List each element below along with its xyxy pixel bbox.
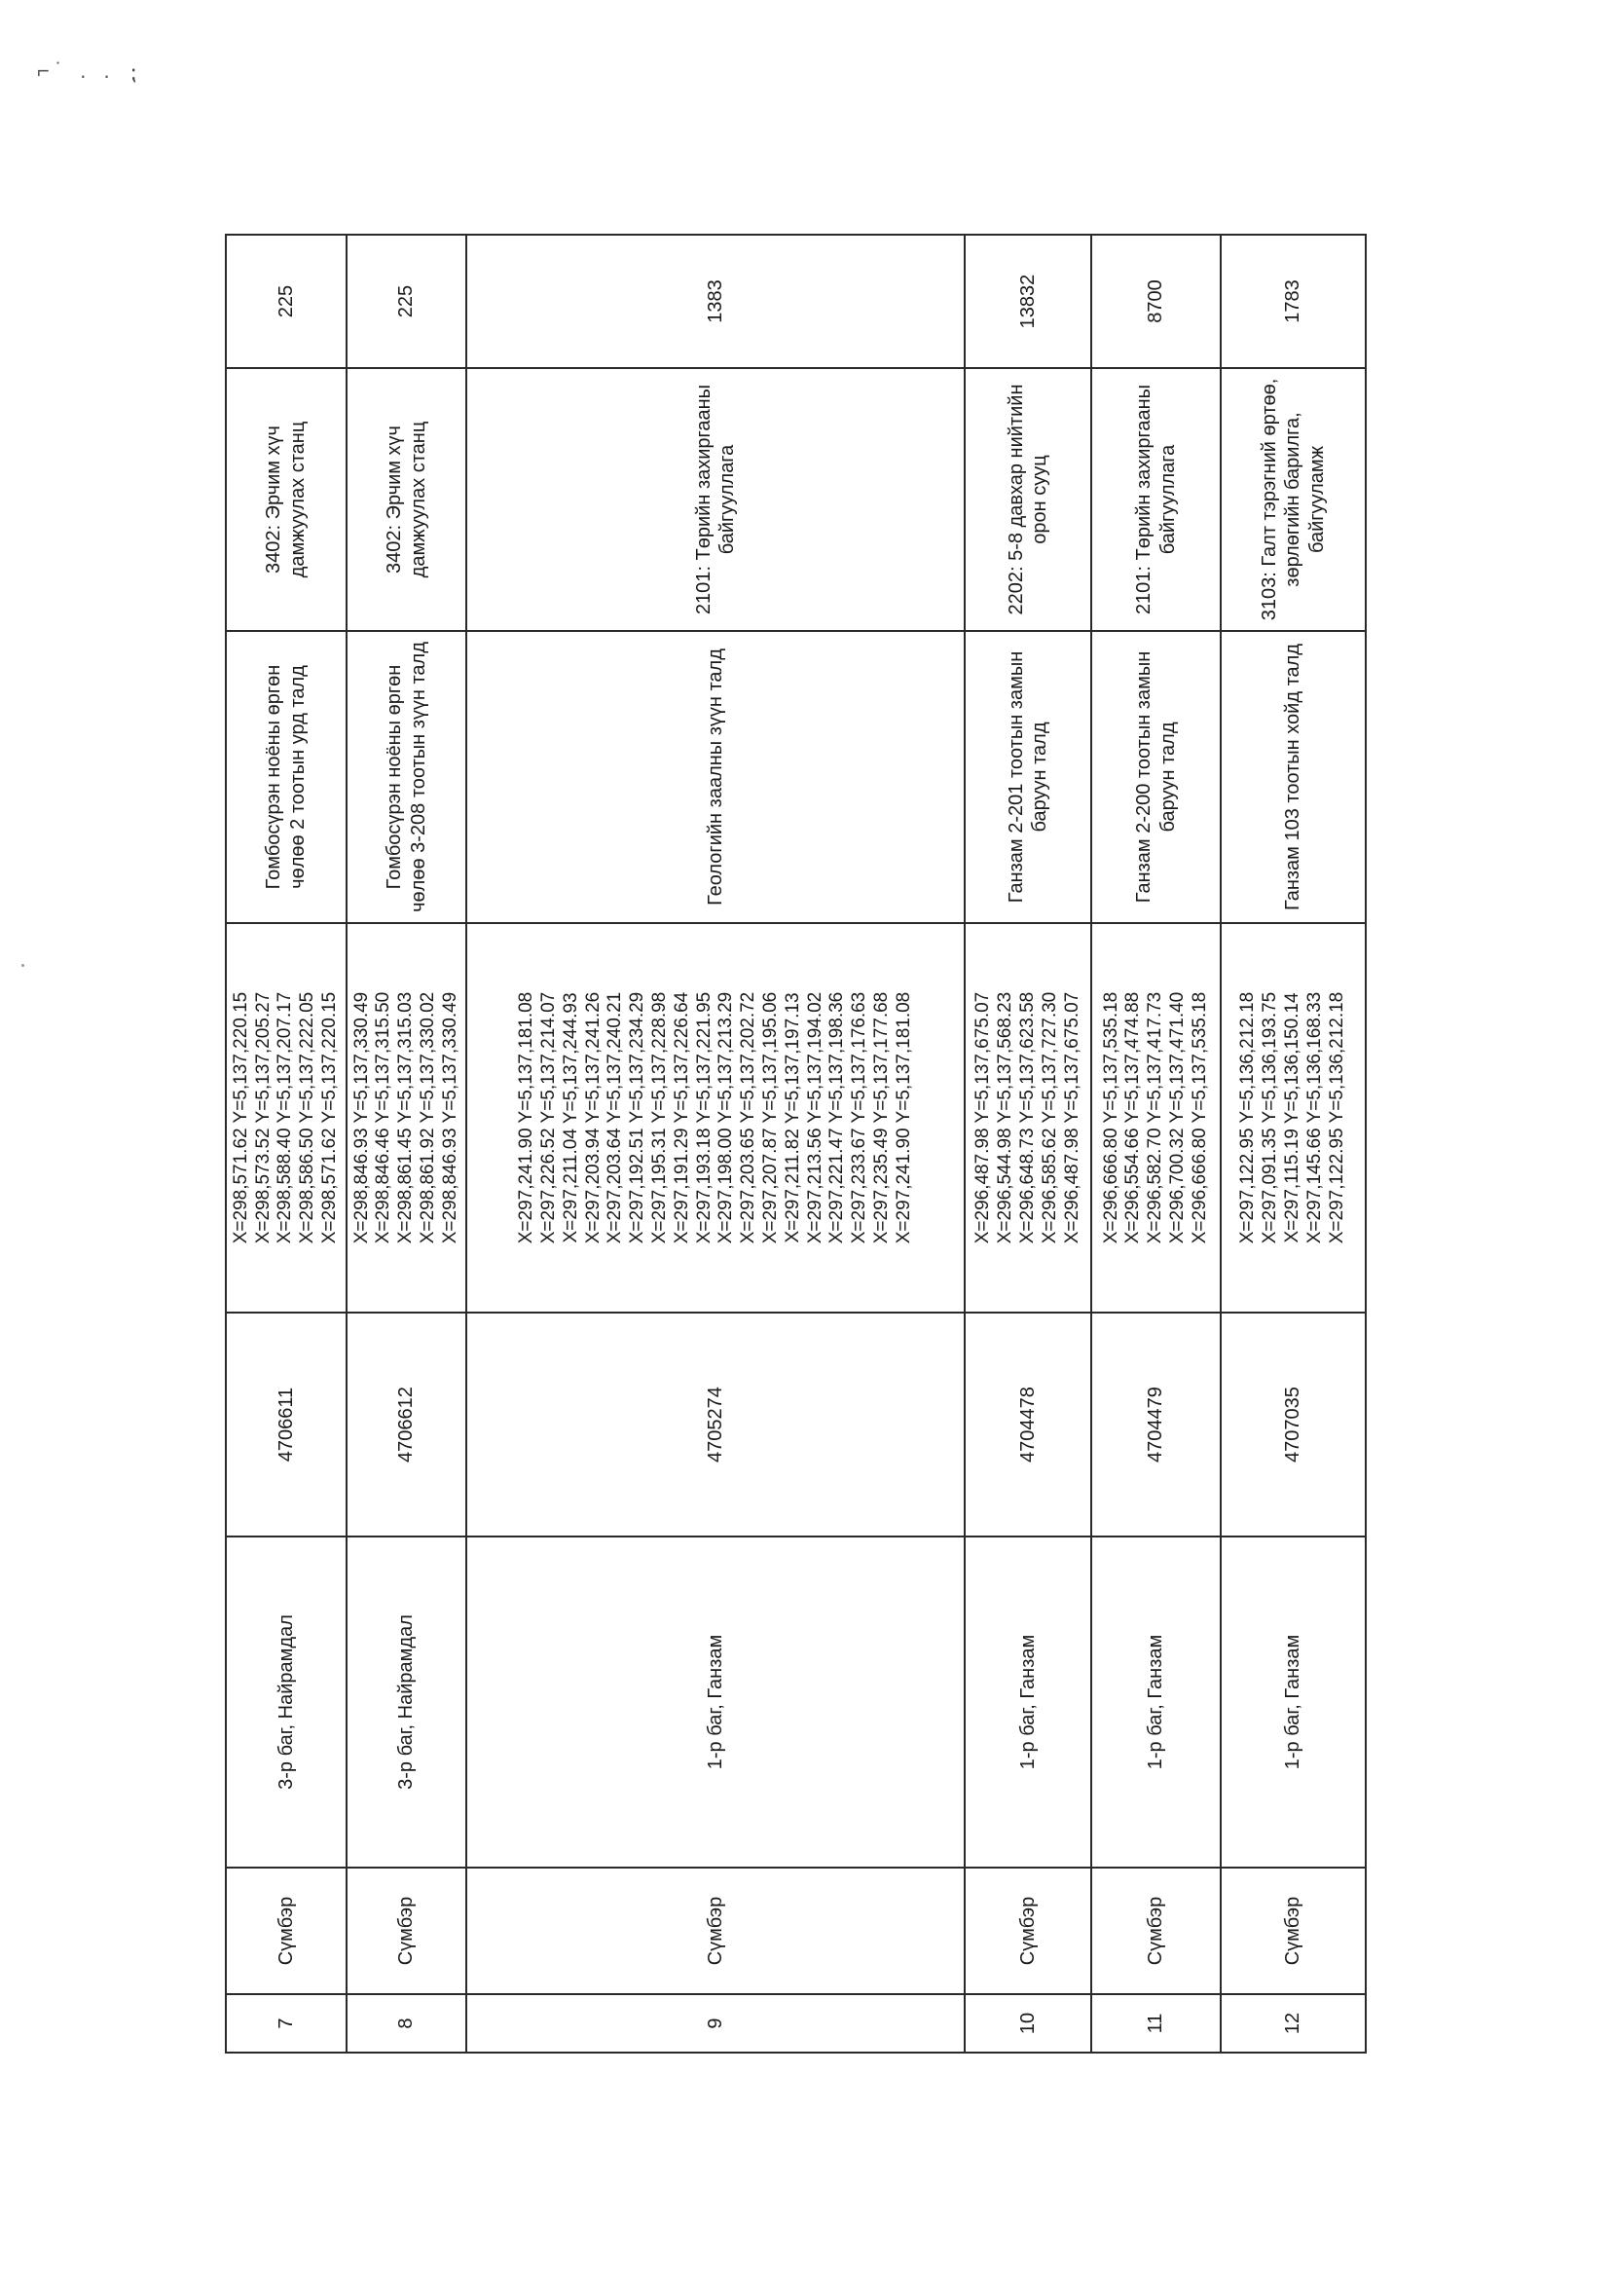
cell-no: 9 — [466, 1994, 965, 2053]
coordinate-line: X=297,203.64 Y=5,137,240.21 — [605, 991, 626, 1244]
cell-area: 1383 — [466, 235, 965, 368]
cell-soum: Сүмбэр — [965, 1868, 1091, 1994]
cell-bag: 3-р баг, Найрамдал — [226, 1537, 347, 1868]
coordinate-line: X=298,846.93 Y=5,137,330.49 — [439, 991, 460, 1244]
coordinate-line: X=297,213.56 Y=5,137,194.02 — [804, 991, 825, 1244]
table-row — [1221, 235, 1366, 2053]
cell-parcel-id: 4705274 — [466, 1313, 965, 1537]
cell-location: Ганзам 103 тоотын хойд талд — [1221, 631, 1366, 923]
coordinate-line: X=296,487.98 Y=5,137,675.07 — [1061, 991, 1082, 1244]
table-row — [226, 235, 347, 2053]
scan-dot — [21, 964, 24, 967]
cell-parcel-id: 4704478 — [965, 1313, 1091, 1537]
coordinate-line: X=297,233.67 Y=5,137,176.63 — [849, 991, 870, 1244]
coordinate-line: X=296,487.98 Y=5,137,675.07 — [972, 991, 994, 1244]
land-parcel-table — [225, 234, 1367, 2054]
coordinate-line: X=297,211.04 Y=5,137,244.93 — [560, 992, 581, 1243]
cell-purpose: 2101: Төрийн захиргааны байгууллага — [1091, 368, 1220, 631]
cell-coordinates — [1091, 923, 1220, 1313]
coordinate-line: X=296,585.62 Y=5,137,727.30 — [1039, 991, 1060, 1244]
coordinate-line: X=297,122.95 Y=5,136,212.18 — [1326, 991, 1347, 1244]
coordinate-line: X=297,203.65 Y=5,137,202.72 — [738, 991, 759, 1244]
coordinate-line: X=297,203.94 Y=5,137,241.26 — [582, 991, 604, 1244]
coordinate-line: X=297,198.00 Y=5,137,213.29 — [715, 991, 737, 1244]
coordinate-line: X=297,241.90 Y=5,137,181.08 — [516, 991, 537, 1244]
cell-purpose: 2202: 5-8 давхар нийтийн орон сууц — [965, 368, 1091, 631]
scan-margin-mark-2: ⁏ — [129, 60, 137, 85]
table-row — [466, 235, 965, 2053]
table-row — [347, 235, 467, 2053]
scan-margin-mark: ⌐˙ . . — [37, 58, 116, 83]
coordinate-line: X=296,582.70 Y=5,137,417.73 — [1145, 991, 1166, 1244]
coordinate-line: X=298,571.62 Y=5,137,220.15 — [230, 991, 251, 1244]
coordinate-line: X=297,195.31 Y=5,137,228.98 — [648, 991, 670, 1244]
cell-soum: Сүмбэр — [1221, 1868, 1366, 1994]
cell-location: Геологийн заалны зүүн талд — [466, 631, 965, 923]
cell-area: 8700 — [1091, 235, 1220, 368]
cell-no: 12 — [1221, 1994, 1366, 2053]
cell-location: Ганзам 2-201 тоотын замын баруун талд — [965, 631, 1091, 923]
cell-location: Гомбосүрэн ноёны өргөн чөлөө 2 тоотын урд талд — [226, 631, 347, 923]
cell-area: 13832 — [965, 235, 1091, 368]
cell-coordinates — [1221, 923, 1366, 1313]
coordinate-line: X=297,122.95 Y=5,136,212.18 — [1237, 991, 1259, 1244]
coordinate-line: X=297,192.51 Y=5,137,234.29 — [627, 991, 648, 1244]
coordinate-line: X=297,115.19 Y=5,136,150.14 — [1281, 992, 1302, 1243]
cell-location: Гомбосүрэн ноёны өргөн чөлөө 3-208 тоотын зүүн талд — [347, 631, 467, 923]
coordinate-line: X=298,588.40 Y=5,137,207.17 — [275, 991, 296, 1244]
coordinate-line: X=296,544.98 Y=5,137,568.23 — [995, 991, 1016, 1244]
coordinate-line: X=297,226.52 Y=5,137,214.07 — [537, 991, 559, 1244]
cell-parcel-id: 4706612 — [347, 1313, 467, 1537]
coordinate-line: X=298,573.52 Y=5,137,205.27 — [252, 991, 274, 1244]
cell-area: 225 — [347, 235, 467, 368]
cell-purpose: 2101: Төрийн захиргааны байгууллага — [466, 368, 965, 631]
coordinate-line: X=297,191.29 Y=5,137,226.64 — [671, 991, 692, 1244]
rotated-table-wrapper — [225, 236, 1367, 2054]
coordinate-line: X=297,193.18 Y=5,137,221.95 — [693, 991, 715, 1244]
cell-parcel-id: 4706611 — [226, 1313, 347, 1537]
coordinate-line: X=298,861.92 Y=5,137,330.02 — [417, 991, 438, 1244]
coordinate-line: X=296,648.73 Y=5,137,623.58 — [1016, 991, 1038, 1244]
cell-soum: Сүмбэр — [466, 1868, 965, 1994]
cell-no: 8 — [347, 1994, 467, 2053]
coordinate-line: X=296,554.66 Y=5,137,474.88 — [1122, 991, 1144, 1244]
cell-soum: Сүмбэр — [1091, 1868, 1220, 1994]
cell-soum: Сүмбэр — [226, 1868, 347, 1994]
cell-bag: 1-р баг, Ганзам — [1221, 1537, 1366, 1868]
coordinate-line: X=298,586.50 Y=5,137,222.05 — [297, 991, 318, 1244]
cell-soum: Сүмбэр — [347, 1868, 467, 1994]
cell-coordinates — [466, 923, 965, 1313]
coordinate-line: X=297,091.35 Y=5,136,193.75 — [1260, 991, 1281, 1244]
coordinate-line: X=298,861.45 Y=5,137,315.03 — [395, 991, 417, 1244]
coordinate-line: X=296,700.32 Y=5,137,471.40 — [1166, 991, 1188, 1244]
table-row — [1091, 235, 1220, 2053]
cell-coordinates — [965, 923, 1091, 1313]
coordinate-line: X=298,846.46 Y=5,137,315.50 — [373, 991, 394, 1244]
cell-bag: 1-р баг, Ганзам — [1091, 1537, 1220, 1868]
coordinate-line: X=297,145.66 Y=5,136,168.33 — [1303, 991, 1325, 1244]
cell-purpose: 3103: Галт тэрэгний өртөө, зөрлөгийн барилга, байгууламж — [1221, 368, 1366, 631]
coordinate-line: X=297,211.82 Y=5,137,197.13 — [782, 992, 803, 1243]
cell-no: 10 — [965, 1994, 1091, 2053]
cell-purpose: 3402: Эрчим хүч дамжуулах станц — [347, 368, 467, 631]
cell-no: 11 — [1091, 1994, 1220, 2053]
coordinate-line: X=297,235.49 Y=5,137,177.68 — [870, 991, 892, 1244]
cell-area: 1783 — [1221, 235, 1366, 368]
cell-bag: 3-р баг, Найрамдал — [347, 1537, 467, 1868]
cell-area: 225 — [226, 235, 347, 368]
table-row — [965, 235, 1091, 2053]
cell-bag: 1-р баг, Ганзам — [965, 1537, 1091, 1868]
coordinate-line: X=297,221.47 Y=5,137,198.36 — [826, 991, 848, 1244]
coordinate-line: X=298,846.93 Y=5,137,330.49 — [350, 991, 372, 1244]
cell-purpose: 3402: Эрчим хүч дамжуулах станц — [226, 368, 347, 631]
coordinate-line: X=298,571.62 Y=5,137,220.15 — [319, 991, 341, 1244]
coordinate-line: X=297,207.87 Y=5,137,195.06 — [759, 991, 781, 1244]
cell-no: 7 — [226, 1994, 347, 2053]
cell-parcel-id: 4707035 — [1221, 1313, 1366, 1537]
cell-coordinates — [226, 923, 347, 1313]
cell-bag: 1-р баг, Ганзам — [466, 1537, 965, 1868]
coordinate-line: X=296,666.80 Y=5,137,535.18 — [1100, 991, 1121, 1244]
cell-coordinates — [347, 923, 467, 1313]
cell-parcel-id: 4704479 — [1091, 1313, 1220, 1537]
cell-location: Ганзам 2-200 тоотын замын баруун талд — [1091, 631, 1220, 923]
coordinate-line: X=296,666.80 Y=5,137,535.18 — [1189, 991, 1210, 1244]
coordinate-line: X=297,241.90 Y=5,137,181.08 — [893, 991, 914, 1244]
